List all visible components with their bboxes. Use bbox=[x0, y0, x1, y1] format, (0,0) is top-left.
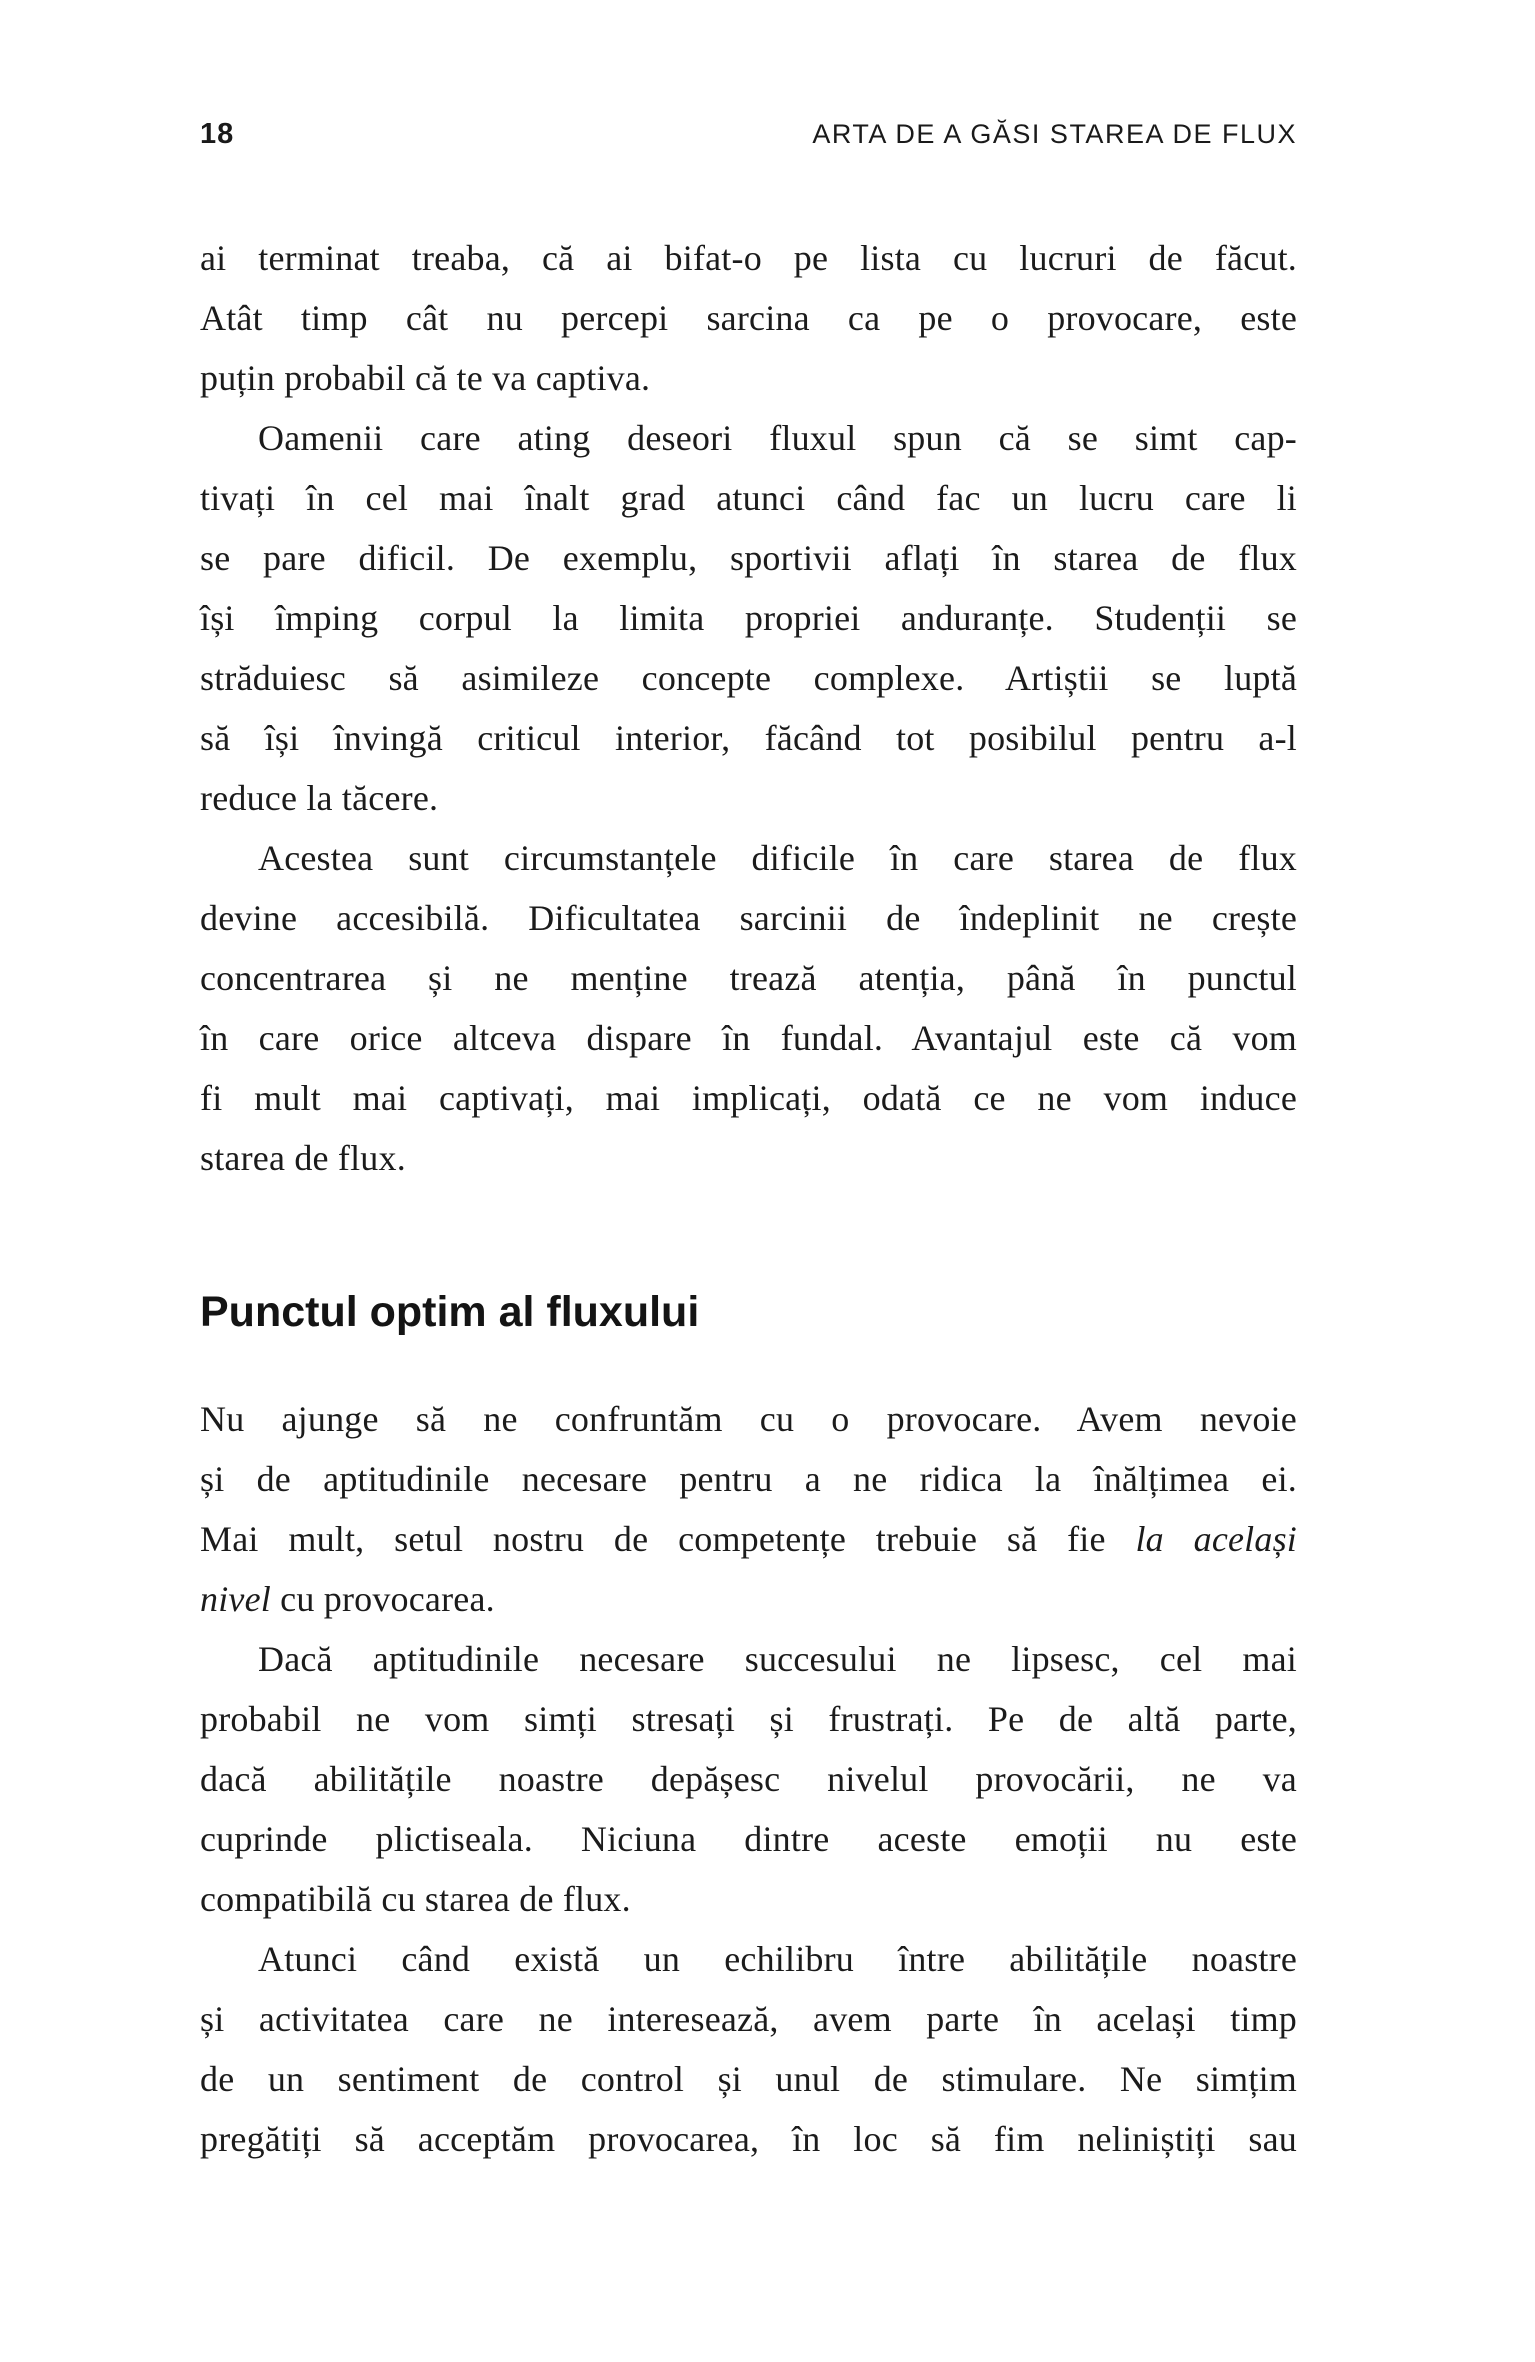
text-segment: puțin probabil că te va captiva. bbox=[200, 358, 651, 398]
text-line bbox=[200, 1569, 1297, 1629]
text-segment: cu provocarea. bbox=[270, 1579, 495, 1619]
text-segment: Nu ajunge să ne confruntăm cu o provocare. Avem nevoie bbox=[200, 1399, 1297, 1439]
text-segment: și activitatea care ne interesează, avem parte în același timp bbox=[200, 1999, 1297, 2039]
text-segment: Dacă aptitudinile necesare succesului ne lipsesc, cel mai bbox=[258, 1639, 1297, 1679]
page-header bbox=[200, 118, 1297, 151]
text-line bbox=[200, 228, 1297, 288]
text-line bbox=[200, 1128, 1297, 1188]
text-segment: dacă abilitățile noastre depășesc nivelul provocării, ne va bbox=[200, 1759, 1297, 1799]
text-line bbox=[200, 1929, 1297, 1989]
text-segment: Oamenii care ating deseori fluxul spun că se simt cap- bbox=[258, 418, 1297, 458]
text-line bbox=[200, 1008, 1297, 1068]
text-segment: fi mult mai captivați, mai implicați, odată ce ne vom induce bbox=[200, 1078, 1297, 1118]
text-line bbox=[200, 588, 1297, 648]
text-segment: ai terminat treaba, că ai bifat-o pe lista cu lucruri de făcut. bbox=[200, 238, 1297, 278]
text-segment: Atunci când există un echilibru între abilitățile noastre bbox=[258, 1939, 1297, 1979]
text-segment: își împing corpul la limita propriei anduranțe. Studenții se bbox=[200, 598, 1297, 638]
text-line bbox=[200, 888, 1297, 948]
text-line bbox=[200, 768, 1297, 828]
text-segment: de un sentiment de control și unul de stimulare. Ne simțim bbox=[200, 2059, 1297, 2099]
text-line bbox=[200, 468, 1297, 528]
text-line bbox=[200, 2109, 1297, 2169]
section-heading: Punctul optim al fluxului bbox=[200, 1288, 700, 1336]
paragraph bbox=[200, 228, 1297, 408]
paragraph bbox=[200, 1629, 1297, 1929]
text-line bbox=[200, 528, 1297, 588]
paragraph bbox=[200, 828, 1297, 1188]
text-line bbox=[200, 348, 1297, 408]
text-segment: Mai mult, setul nostru de competențe trebuie să fie bbox=[200, 1519, 1136, 1559]
paragraph bbox=[200, 1929, 1297, 2169]
text-segment: devine accesibilă. Dificultatea sarcinii de îndeplinit ne crește bbox=[200, 898, 1297, 938]
text-line bbox=[200, 648, 1297, 708]
text-line bbox=[200, 2049, 1297, 2109]
italic-text: nivel bbox=[200, 1579, 271, 1619]
text-line bbox=[200, 1869, 1297, 1929]
text-segment: Acestea sunt circumstanțele dificile în care starea de flux bbox=[258, 838, 1297, 878]
text-segment: în care orice altceva dispare în fundal. Avantajul este că vom bbox=[200, 1018, 1297, 1058]
text-segment: se pare dificil. De exemplu, sportivii aflați în starea de flux bbox=[200, 538, 1297, 578]
text-segment: reduce la tăcere. bbox=[200, 778, 439, 818]
text-line bbox=[200, 1749, 1297, 1809]
text-line bbox=[200, 288, 1297, 348]
text-segment: concentrarea și ne menține trează atenția, până în punctul bbox=[200, 958, 1297, 998]
text-segment: compatibilă cu starea de flux. bbox=[200, 1879, 631, 1919]
text-line bbox=[200, 1989, 1297, 2049]
page-number: 18 bbox=[200, 118, 235, 150]
text-segment: și de aptitudinile necesare pentru a ne ridica la înălțimea ei. bbox=[200, 1459, 1297, 1499]
text-line bbox=[200, 408, 1297, 468]
text-line bbox=[200, 1068, 1297, 1128]
text-segment: tivați în cel mai înalt grad atunci când fac un lucru care li bbox=[200, 478, 1297, 518]
text-segment: starea de flux. bbox=[200, 1138, 406, 1178]
text-segment: Atât timp cât nu percepi sarcina ca pe o provocare, este bbox=[200, 298, 1297, 338]
text-line bbox=[200, 1389, 1297, 1449]
text-line bbox=[200, 948, 1297, 1008]
text-segment: cuprinde plictiseala. Niciuna dintre aceste emoții nu este bbox=[200, 1819, 1297, 1859]
text-line bbox=[200, 1509, 1297, 1569]
text-line bbox=[200, 1449, 1297, 1509]
text-line bbox=[200, 1689, 1297, 1749]
paragraph bbox=[200, 1389, 1297, 1629]
text-line bbox=[200, 1809, 1297, 1869]
paragraph bbox=[200, 408, 1297, 828]
text-line bbox=[200, 828, 1297, 888]
italic-text: la același bbox=[1135, 1519, 1297, 1559]
text-segment: probabil ne vom simți stresați și frustrați. Pe de altă parte, bbox=[200, 1699, 1297, 1739]
text-line bbox=[200, 1629, 1297, 1689]
running-title: ARTA DE A GĂSI STAREA DE FLUX bbox=[812, 119, 1297, 149]
text-segment: să își învingă criticul interior, făcând tot posibilul pentru a-l bbox=[200, 718, 1297, 758]
text-segment: pregătiți să acceptăm provocarea, în loc să fim neliniștiți sau bbox=[200, 2119, 1297, 2159]
body-text bbox=[200, 228, 1297, 2169]
text-segment: străduiesc să asimileze concepte complexe. Artiștii se luptă bbox=[200, 658, 1297, 698]
text-line bbox=[200, 708, 1297, 768]
